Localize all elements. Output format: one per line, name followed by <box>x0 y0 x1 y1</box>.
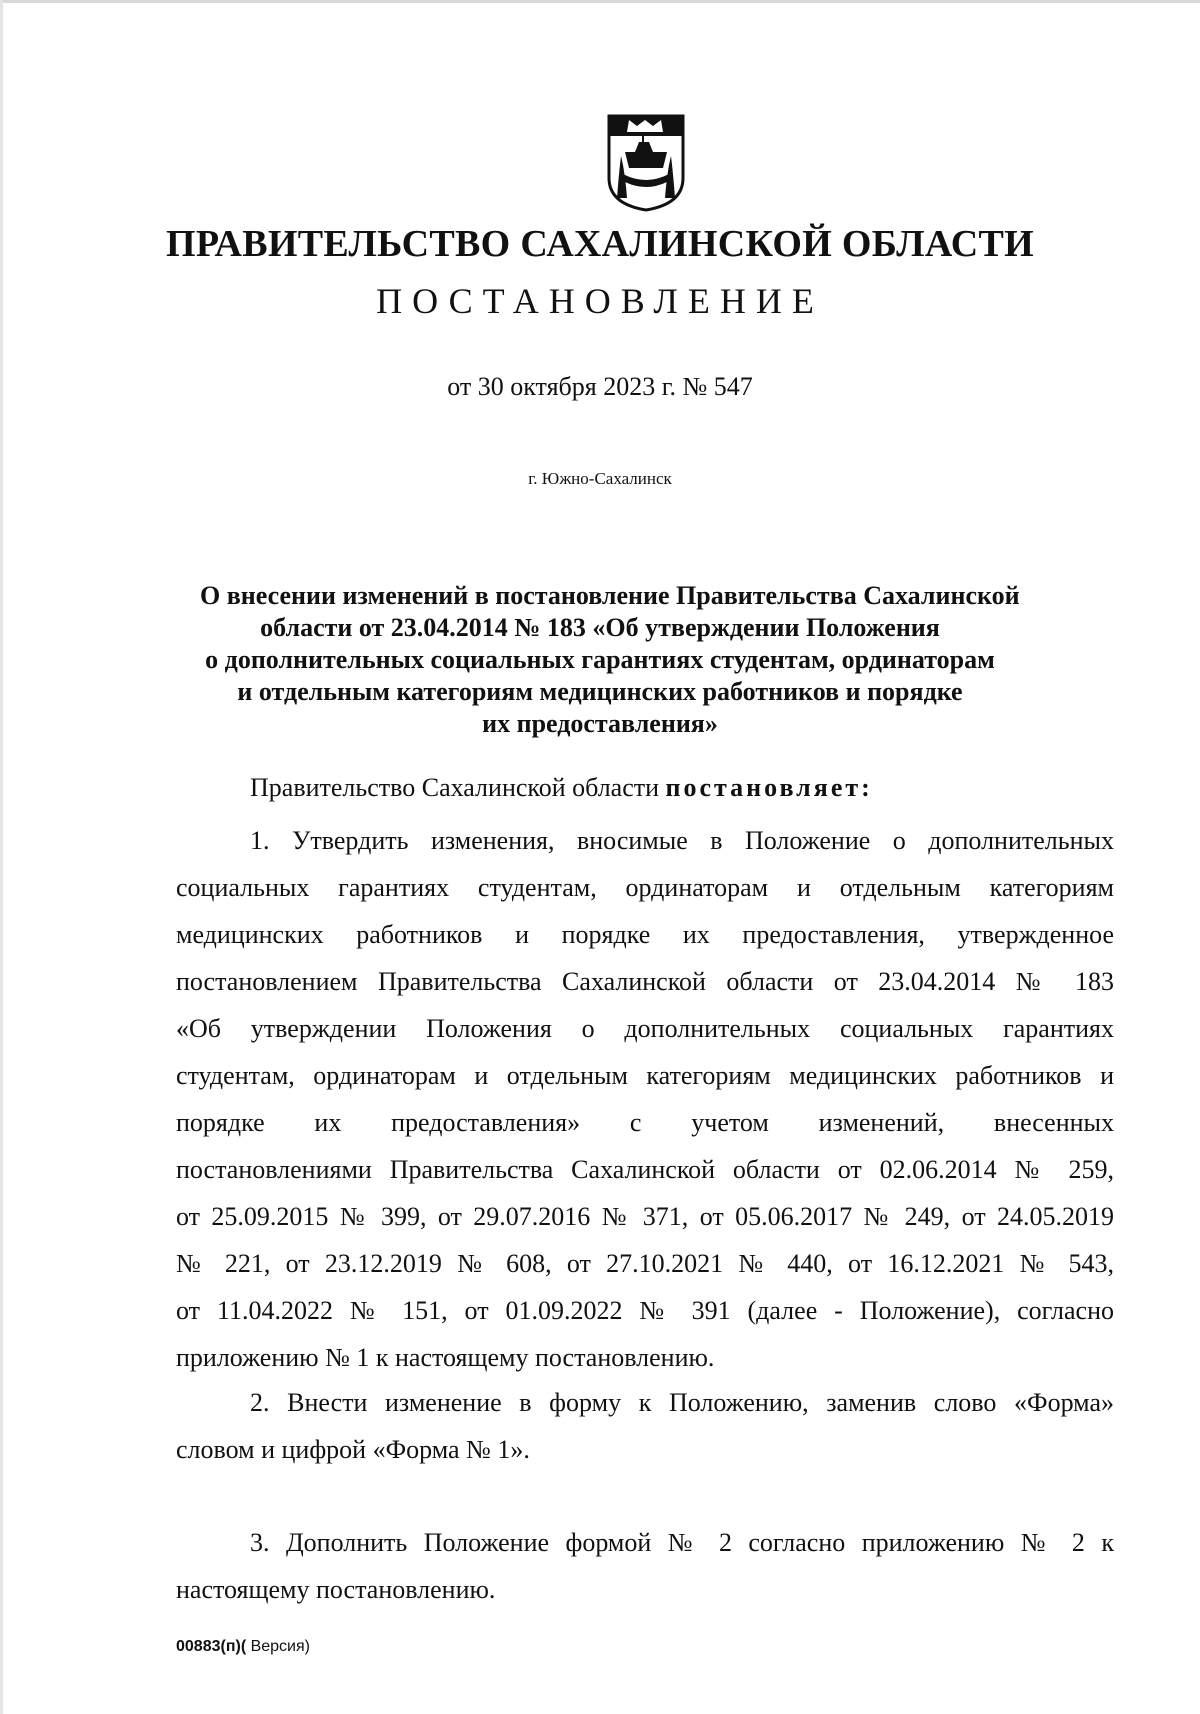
paragraph-line: «Об утверждении Положения о дополнительных социальных гарантиях <box>176 1014 1114 1043</box>
government-title: ПРАВИТЕЛЬСТВО САХАЛИНСКОЙ ОБЛАСТИ <box>166 223 1034 265</box>
document-city: г. Южно-Сахалинск <box>528 469 672 488</box>
paragraph-line: от 11.04.2022 № 151, от 01.09.2022 № 391 (далее - Положение), согласно <box>176 1296 1114 1325</box>
paragraph-line: медицинских работников и порядке их предоставления, утвержденное <box>176 920 1114 949</box>
paragraph-2 <box>176 1379 1114 1473</box>
paragraph-line: постановлением Правительства Сахалинской области от 23.04.2014 № 183 <box>176 967 1114 996</box>
document-subject <box>200 580 1020 740</box>
paragraph-line: 2. Внести изменение в форму к Положению, заменив слово «Форма» <box>250 1388 1114 1417</box>
subject-line: области от 23.04.2014 № 183 «Об утверждении Положения <box>260 613 940 642</box>
paragraph-line: 1. Утвердить изменения, вносимые в Положение о дополнительных <box>250 826 1114 855</box>
paragraph-line: порядке их предоставления» с учетом изменений, внесенных <box>176 1108 1114 1137</box>
paragraph-line: от 25.09.2015 № 399, от 29.07.2016 № 371, от 05.06.2017 № 249, от 24.05.2019 <box>176 1202 1114 1231</box>
footer-code-number: 00883(п)( <box>176 1638 247 1655</box>
document-type-title: ПОСТАНОВЛЕНИЕ <box>376 281 824 321</box>
paragraph-line: настоящему постановлению. <box>176 1575 496 1604</box>
paragraph-line: № 221, от 23.12.2019 № 608, от 27.10.2021 № 440, от 16.12.2021 № 543, <box>176 1249 1114 1278</box>
paragraph-line: студентам, ординаторам и отдельным категориям медицинских работников и <box>176 1061 1114 1090</box>
subject-line: и отдельным категориям медицинских работников и порядке <box>237 677 963 706</box>
subject-line: о дополнительных социальных гарантиях студентам, ординаторам <box>205 645 995 674</box>
footer-version: Версия) <box>246 1638 310 1655</box>
paragraph-line: социальных гарантиях студентам, ординаторам и отдельным категориям <box>176 873 1114 902</box>
paragraph-line: приложению № 1 к настоящему постановлению. <box>176 1343 715 1372</box>
document-date-number: от 30 октября 2023 г. № 547 <box>447 372 753 401</box>
subject-line: их предоставления» <box>482 709 718 738</box>
footer-code <box>176 1638 310 1656</box>
paragraph-line: постановлениями Правительства Сахалинской области от 02.06.2014 № 259, <box>176 1155 1114 1184</box>
subject-line: О внесении изменений в постановление Правительства Сахалинской <box>200 581 1020 610</box>
paragraph-3 <box>176 1519 1114 1613</box>
paragraph-line: словом и цифрой «Форма № 1». <box>176 1435 530 1464</box>
preamble <box>250 773 873 803</box>
preamble-emphasis: постановляет: <box>665 773 873 802</box>
scan-edge-top <box>0 0 1200 3</box>
paragraph-1 <box>176 817 1114 1381</box>
preamble-text: Правительство Сахалинской области <box>250 773 666 802</box>
paragraph-line: 3. Дополнить Положение формой № 2 согласно приложению № 2 к <box>250 1528 1114 1557</box>
sakhalin-coat-of-arms-icon <box>603 112 689 212</box>
